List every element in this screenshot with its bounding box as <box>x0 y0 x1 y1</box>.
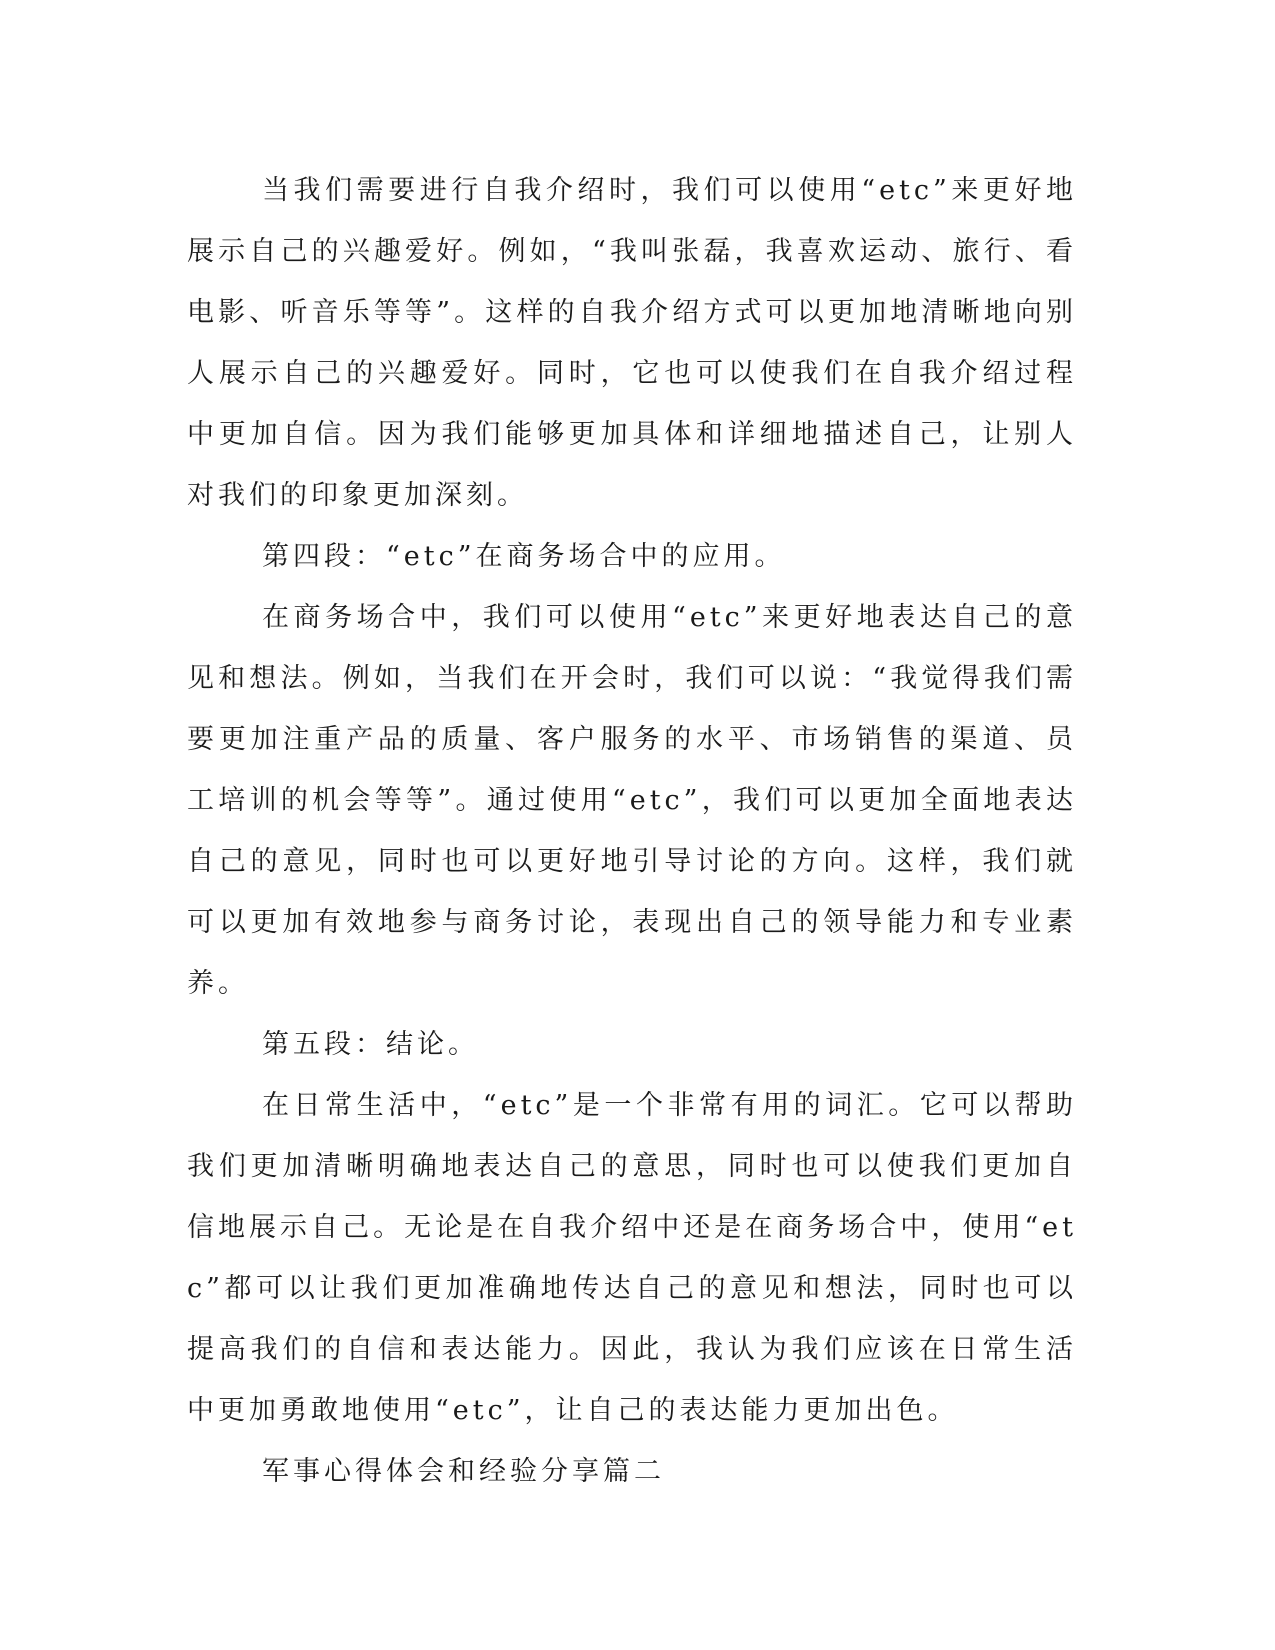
paragraph-business: 在商务场合中，我们可以使用“etc”来更好地表达自己的意见和想法。例如，当我们在开会时，我们可以说：“我觉得我们需要更加注重产品的质量、客户服务的水平、市场销售的渠道、员工培训的机会等等”。通过使用“etc”，我们可以更加全面地表达自己的意见，同时也可以更好地引导讨论的方向。这样，我们就可以更加有效地参与商务讨论，表现出自己的领导能力和专业素养。 <box>187 602 1077 999</box>
paragraph-self-introduction: 当我们需要进行自我介绍时，我们可以使用“etc”来更好地展示自己的兴趣爱好。例如，“我叫张磊，我喜欢运动、旅行、看电影、听音乐等等”。这样的自我介绍方式可以更加地清晰地向别人展示自己的兴趣爱好。同时，它也可以使我们在自我介绍过程中更加自信。因为我们能够更加具体和详细地描述自己，让别人对我们的印象更加深刻。 <box>187 175 1077 511</box>
section-heading-4: 第四段：“etc”在商务场合中的应用。 <box>262 541 786 572</box>
article-title-part-2: 军事心得体会和经验分享篇二 <box>262 1456 665 1487</box>
section-heading-5: 第五段：结论。 <box>262 1029 479 1060</box>
paragraph-conclusion: 在日常生活中，“etc”是一个非常有用的词汇。它可以帮助我们更加清晰明确地表达自己的意思，同时也可以使我们更加自信地展示自己。无论是在自我介绍中还是在商务场合中，使用“etc”都可以让我们更加准确地传达自己的意见和想法，同时也可以提高我们的自信和表达能力。因此，我认为我们应该在日常生活中更加勇敢地使用“etc”，让自己的表达能力更加出色。 <box>187 1090 1077 1426</box>
document-body <box>187 160 1077 1502</box>
